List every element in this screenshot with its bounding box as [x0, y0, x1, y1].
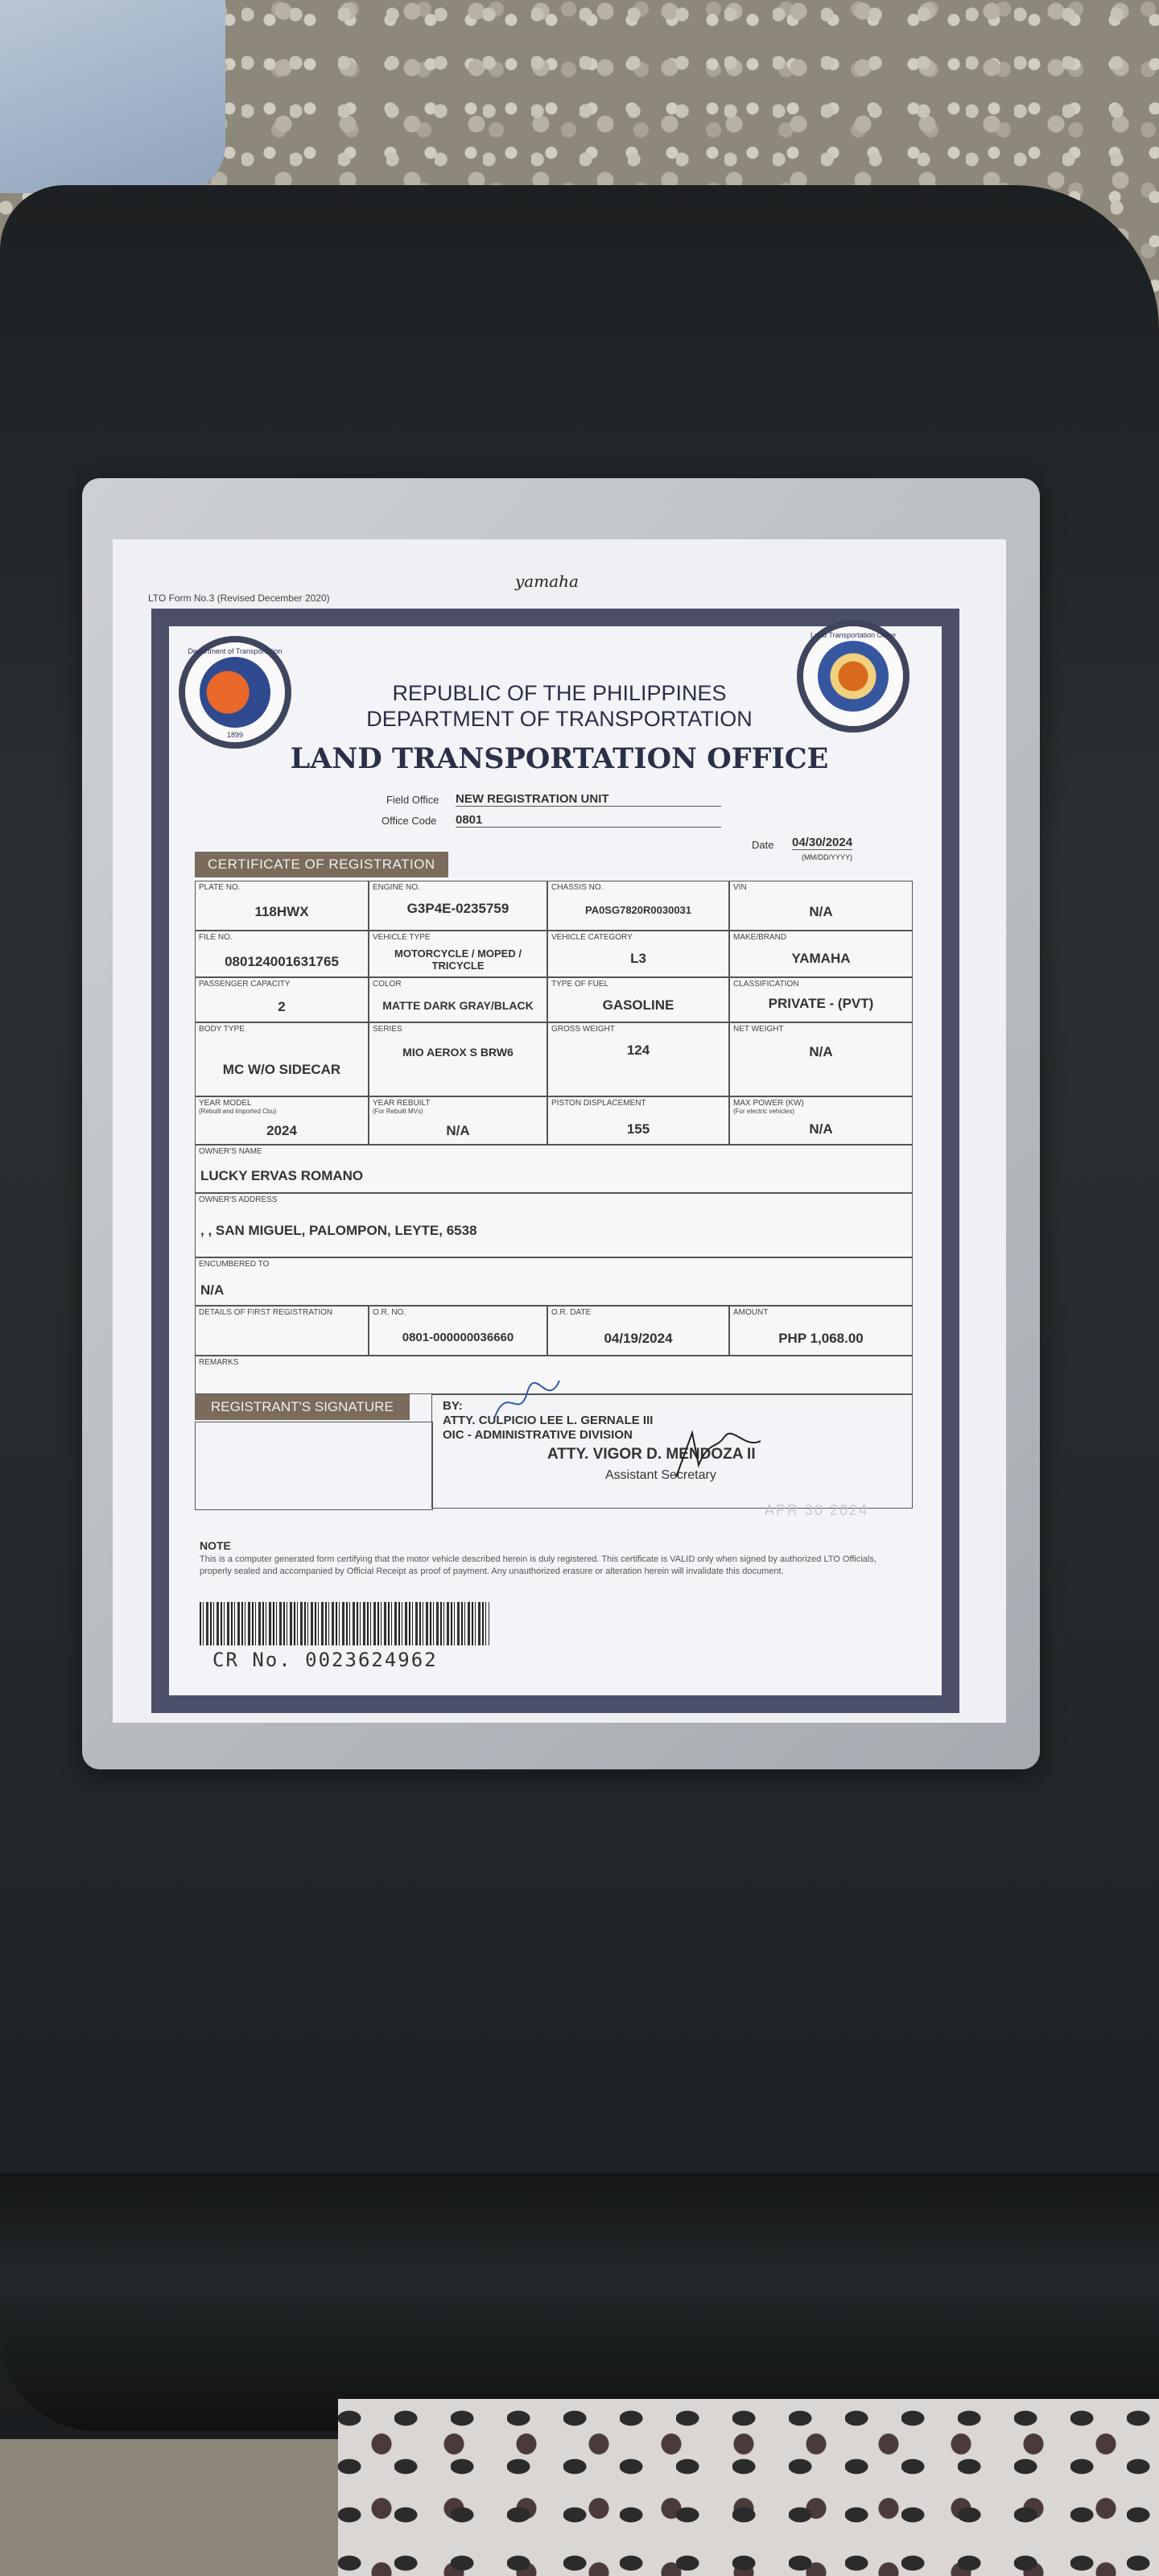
header-department: DEPARTMENT OF TRANSPORTATION [366, 707, 753, 731]
signature-scribble-1-icon [491, 1377, 563, 1425]
chassis-no-value: PA0SG7820R0030031 [584, 904, 692, 916]
body-type-label: BODY TYPE [199, 1025, 245, 1034]
year-rebuilt-cell [369, 1096, 547, 1145]
file-no-cell [195, 931, 369, 977]
cr-number [212, 1649, 438, 1671]
piston-displacement-label: PISTON DISPLACEMENT [551, 1099, 646, 1108]
classification-value: PRIVATE - (PVT) [768, 996, 874, 1011]
or-no-value: 0801-000000036660 [402, 1331, 514, 1344]
year-rebuilt-value: N/A [446, 1123, 470, 1138]
net-weight-label: NET WEIGHT [733, 1025, 784, 1034]
or-date-cell [547, 1306, 729, 1356]
registrant-signature-label: REGISTRANT'S SIGNATURE [195, 1394, 410, 1420]
office-code-label: Office Code [382, 815, 437, 827]
color-label: COLOR [373, 980, 402, 989]
signer2-title: Assistant Secretary [605, 1468, 716, 1482]
max-power-sublabel: (For electric vehicles) [733, 1108, 795, 1115]
leopard-print-fabric [338, 2399, 1159, 2576]
make-brand-label: MAKE/BRAND [733, 933, 787, 942]
cr-no-value: 0023624962 [305, 1649, 438, 1671]
seal-left-year: 1899 [226, 731, 244, 739]
series-label: SERIES [373, 1025, 402, 1034]
encumbered-value: N/A [200, 1282, 225, 1298]
owners-name-value: LUCKY ERVAS ROMANO [200, 1168, 364, 1183]
registrant-signature-box [195, 1422, 433, 1510]
ground-bottom [0, 2439, 354, 2576]
passenger-capacity-label: PASSENGER CAPACITY [199, 980, 291, 989]
seal-left-text: Department of Transportation [188, 647, 283, 655]
form-code: LTO Form No.3 (Revised December 2020) [148, 592, 330, 604]
engine-no-value: G3P4E-0235759 [406, 901, 509, 916]
vin-label: VIN [733, 883, 747, 892]
color-value: MATTE DARK GRAY/BLACK [382, 999, 534, 1012]
gross-weight-value: 124 [626, 1042, 650, 1058]
certificate-document [113, 539, 1006, 1723]
or-date-label: O.R. DATE [551, 1308, 592, 1317]
engine-no-cell [369, 881, 547, 931]
vehicle-type-value: MOTORCYCLE / MOPED / TRICYCLE [394, 947, 522, 972]
handwritten-note: yamaha [515, 572, 579, 591]
owners-name-label: OWNER'S NAME [199, 1147, 262, 1156]
date-label: Date [752, 839, 774, 851]
header-lto: LAND TRANSPORTATION OFFICE [290, 742, 829, 775]
piston-displacement-value: 155 [626, 1121, 650, 1137]
body-type-value: MC W/O SIDECAR [222, 1062, 341, 1077]
passenger-capacity-value: 2 [278, 999, 286, 1014]
passenger-capacity-cell [195, 977, 369, 1022]
chassis-no-label: CHASSIS NO. [551, 883, 604, 892]
person-leg [0, 0, 225, 193]
color-cell [369, 977, 547, 1022]
year-model-sublabel: (Rebuilt and Imported Cbu) [199, 1108, 277, 1115]
make-brand-cell [729, 931, 913, 977]
seat-rim [0, 2174, 1159, 2431]
encumbered-cell [195, 1257, 913, 1306]
vehicle-type-cell [369, 931, 547, 977]
vehicle-category-cell [547, 931, 729, 977]
max-power-value: N/A [809, 1121, 833, 1137]
series-cell [369, 1022, 547, 1096]
classification-label: CLASSIFICATION [733, 980, 799, 989]
amount-value: PHP 1,068.00 [778, 1331, 864, 1346]
cr-no-label: CR No. [212, 1649, 292, 1671]
vin-cell [729, 881, 913, 931]
chassis-no-cell [547, 881, 729, 931]
by-label: BY: [443, 1399, 463, 1413]
signer2-name: ATTY. VIGOR D. MENDOZA II [547, 1446, 756, 1463]
signer1-title: OIC - ADMINISTRATIVE DIVISION [443, 1428, 633, 1442]
encumbered-label: ENCUMBERED TO [199, 1260, 270, 1269]
body-type-cell [195, 1022, 369, 1096]
max-power-cell [729, 1096, 913, 1145]
first-registration-cell [195, 1306, 369, 1356]
net-weight-value: N/A [809, 1044, 833, 1059]
year-rebuilt-sublabel: (For Rebuilt MVs) [373, 1108, 423, 1115]
signature-scribble-2-icon [668, 1425, 765, 1481]
field-office-value: NEW REGISTRATION UNIT [456, 792, 721, 807]
classification-cell [729, 977, 913, 1022]
remarks-label: REMARKS [199, 1358, 239, 1367]
fuel-type-label: TYPE OF FUEL [551, 980, 609, 989]
amount-label: AMOUNT [733, 1308, 769, 1317]
office-code-value: 0801 [456, 813, 721, 828]
owners-address-value: , , SAN MIGUEL, PALOMPON, LEYTE, 6538 [200, 1223, 477, 1238]
piston-displacement-cell [547, 1096, 729, 1145]
file-no-label: FILE NO. [199, 933, 233, 942]
plate-no-label: PLATE NO. [199, 883, 241, 892]
vehicle-category-value: L3 [630, 951, 646, 966]
or-no-cell [369, 1306, 547, 1356]
date-format: (MM/DD/YYYY) [802, 853, 852, 861]
date-stamp: APR 30 2024 [765, 1502, 869, 1518]
vin-value: N/A [809, 904, 833, 919]
owners-name-cell [195, 1145, 913, 1193]
net-weight-cell [729, 1022, 913, 1096]
owners-address-cell [195, 1193, 913, 1257]
fuel-type-value: GASOLINE [602, 997, 674, 1013]
year-model-label: YEAR MODEL [199, 1099, 252, 1108]
signer1-name: ATTY. CULPICIO LEE L. GERNALE III [443, 1414, 654, 1427]
vehicle-type-label: VEHICLE TYPE [373, 933, 431, 942]
barcode [200, 1602, 489, 1645]
series-value: MIO AEROX S BRW6 [402, 1046, 514, 1059]
date-value: 04/30/2024 [792, 836, 853, 849]
year-model-cell [195, 1096, 369, 1145]
first-registration-label: DETAILS OF FIRST REGISTRATION [199, 1308, 333, 1317]
max-power-label: MAX POWER (KW) [733, 1099, 804, 1108]
or-date-value: 04/19/2024 [604, 1331, 673, 1346]
plate-no-cell [195, 881, 369, 931]
year-rebuilt-label: YEAR REBUILT [373, 1099, 431, 1108]
amount-cell [729, 1306, 913, 1356]
year-model-value: 2024 [266, 1123, 297, 1138]
gross-weight-cell [547, 1022, 729, 1096]
field-office-label: Field Office [386, 794, 439, 806]
note-title: NOTE [200, 1539, 231, 1552]
owners-address-label: OWNER'S ADDRESS [199, 1195, 278, 1204]
fuel-type-cell [547, 977, 729, 1022]
plate-no-value: 118HWX [254, 904, 309, 919]
vehicle-category-label: VEHICLE CATEGORY [551, 933, 633, 942]
engine-no-label: ENGINE NO. [373, 883, 420, 892]
header-republic: REPUBLIC OF THE PHILIPPINES [392, 681, 727, 705]
seal-right-text: Land Transportation Office [810, 631, 896, 639]
make-brand-value: YAMAHA [791, 951, 851, 966]
file-no-value: 080124001631765 [225, 954, 339, 969]
note-body: This is a computer generated form certifying that the motor vehicle described herein is duly registered. This certificate is VALID only when signed by authorized LTO Officials, properly sealed and accompanied by Official Receipt as proof of payment. Any unauthorized erasure or alteration herein will invalidate this document. [200, 1554, 876, 1576]
certificate-title: CERTIFICATE OF REGISTRATION [195, 852, 448, 877]
or-no-label: O.R. NO. [373, 1308, 406, 1317]
gross-weight-label: GROSS WEIGHT [551, 1025, 615, 1034]
